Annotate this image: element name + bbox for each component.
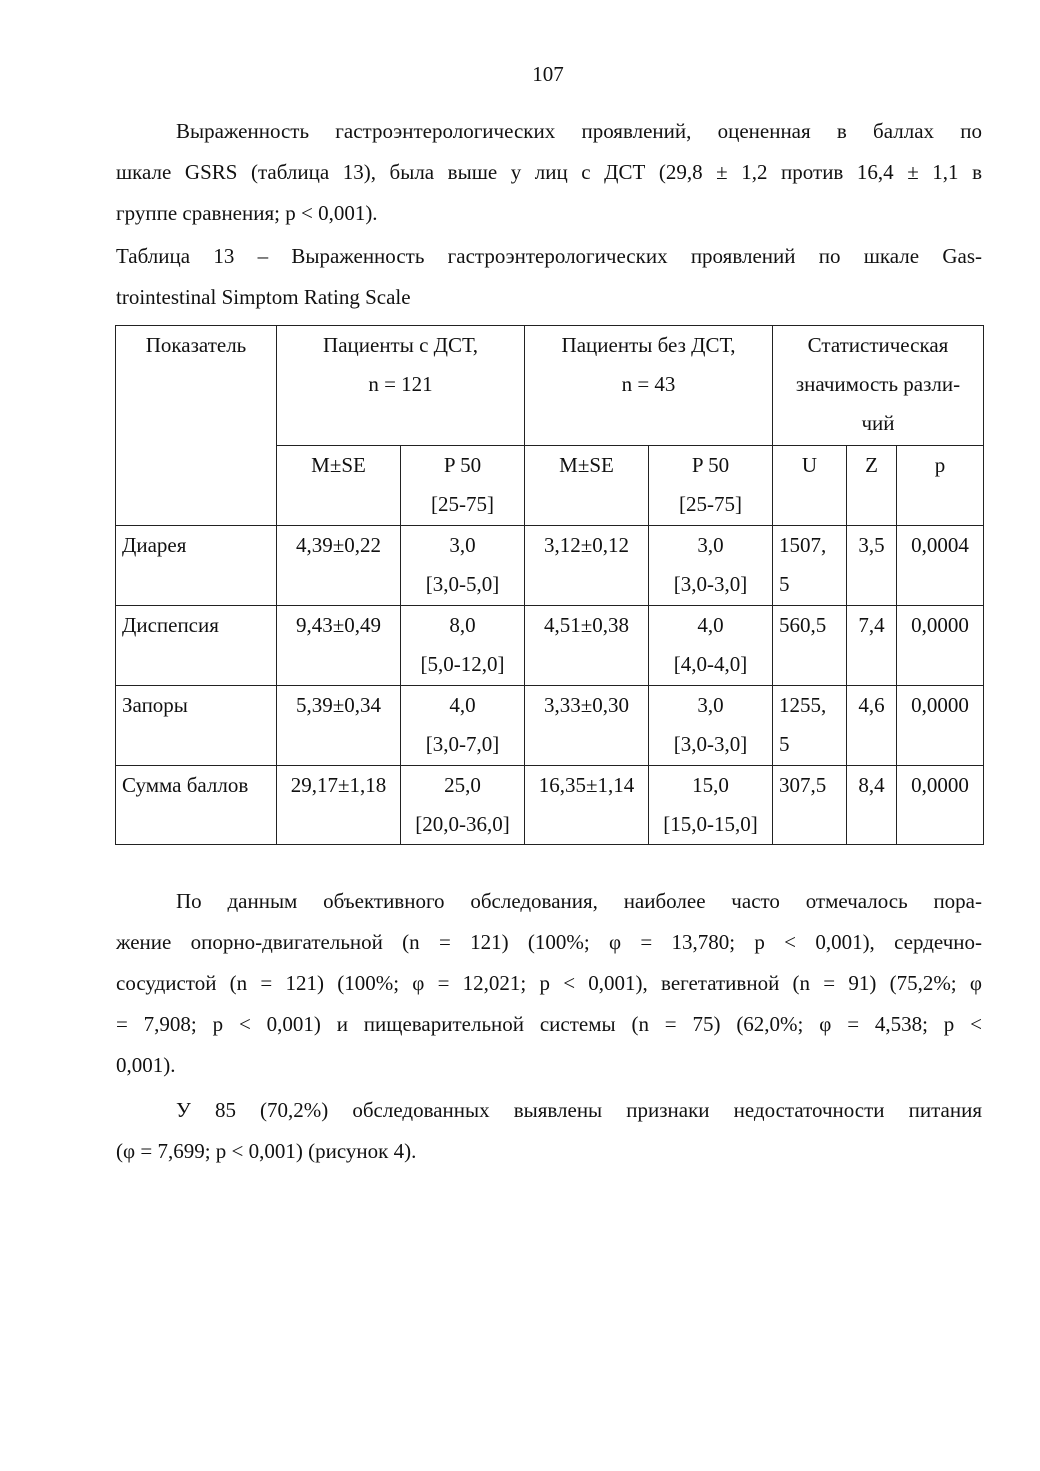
cell-text: 307,5 <box>779 773 827 797</box>
cell-text: 25,0 <box>444 773 481 797</box>
cell-mse-dst: 5,39±0,34 <box>277 686 401 766</box>
cell-mse-no-dst: 4,51±0,38 <box>525 606 649 686</box>
text-line: Таблица 13 – Выраженность гастроэнтерологических проявлений по шкале Gas- <box>116 244 982 268</box>
cell-p50-dst <box>401 606 525 686</box>
text-line: группе сравнения; p < 0,001). <box>116 201 378 225</box>
cell-text: 4,0 <box>449 693 476 717</box>
header-p: p <box>897 446 984 526</box>
paragraph-nutrition <box>116 1090 982 1172</box>
paragraph-examination <box>116 881 982 1086</box>
cell-text: [3,0-5,0] <box>425 572 500 596</box>
cell-text: 3,0 <box>449 533 476 557</box>
cell-text: 5 <box>779 732 790 756</box>
header-text: P 50 <box>443 453 482 477</box>
text-line: 0,001). <box>116 1053 176 1077</box>
header-text: P 50 <box>691 453 730 477</box>
header-group-dst <box>277 326 525 446</box>
cell-text: [5,0-12,0] <box>420 652 505 676</box>
cell-mse-no-dst: 3,33±0,30 <box>525 686 649 766</box>
cell-p: 0,0000 <box>897 606 984 686</box>
cell-text: 3,0 <box>697 533 724 557</box>
cell-p: 0,0000 <box>897 686 984 766</box>
row-name: Сумма баллов <box>116 766 277 845</box>
cell-text: 5 <box>779 572 790 596</box>
cell-p50-no-dst <box>649 766 773 845</box>
table-row <box>116 526 984 606</box>
header-text: значимость разли- <box>795 372 961 396</box>
row-name: Запоры <box>116 686 277 766</box>
cell-mse-no-dst: 3,12±0,12 <box>525 526 649 606</box>
text-line: шкале GSRS (таблица 13), была выше у лиц с ДСТ (29,8 ± 1,2 против 16,4 ± 1,1 в <box>116 160 982 184</box>
header-u: U <box>773 446 847 526</box>
cell-text: [20,0-36,0] <box>415 812 510 836</box>
cell-text: [3,0-3,0] <box>673 732 748 756</box>
header-text: n = 43 <box>621 372 676 396</box>
cell-p50-dst <box>401 686 525 766</box>
cell-mse-no-dst: 16,35±1,14 <box>525 766 649 845</box>
text-line: У 85 (70,2%) обследованных выявлены признаки недостаточности питания <box>176 1098 982 1122</box>
table-row <box>116 766 984 845</box>
header-text: [25-75] <box>431 492 494 516</box>
header-indicator: Показатель <box>116 326 277 526</box>
text-line: (φ = 7,699; p < 0,001) (рисунок 4). <box>116 1139 417 1163</box>
paragraph-gsrs-summary <box>116 111 982 234</box>
row-name: Диспепсия <box>116 606 277 686</box>
cell-mse-dst: 4,39±0,22 <box>277 526 401 606</box>
header-text: n = 121 <box>368 372 433 396</box>
cell-p50-no-dst <box>649 526 773 606</box>
header-mse-dst: M±SE <box>277 446 401 526</box>
cell-p50-no-dst <box>649 686 773 766</box>
cell-z: 8,4 <box>847 766 897 845</box>
gsrs-table <box>115 325 984 845</box>
header-statistics <box>773 326 984 446</box>
page-number: 107 <box>532 62 564 86</box>
cell-p: 0,0000 <box>897 766 984 845</box>
cell-text: [3,0-3,0] <box>673 572 748 596</box>
cell-text: [3,0-7,0] <box>425 732 500 756</box>
cell-text: 4,0 <box>697 613 724 637</box>
cell-p50-dst <box>401 526 525 606</box>
cell-text: 560,5 <box>779 613 827 637</box>
text-line: trointestinal Simptom Rating Scale <box>116 285 411 309</box>
cell-z: 3,5 <box>847 526 897 606</box>
cell-p50-dst <box>401 766 525 845</box>
cell-u <box>773 606 847 686</box>
header-mse-no-dst: M±SE <box>525 446 649 526</box>
cell-u <box>773 526 847 606</box>
cell-text: 3,0 <box>697 693 724 717</box>
cell-text: [15,0-15,0] <box>663 812 758 836</box>
table-row <box>116 606 984 686</box>
header-group-no-dst <box>525 326 773 446</box>
text-line: жение опорно-двигательной (n = 121) (100%; φ = 13,780; p < 0,001), сердечно- <box>116 930 982 954</box>
header-p50-dst <box>401 446 525 526</box>
header-text: Статистическая <box>807 333 949 357</box>
table-caption <box>116 236 982 318</box>
cell-mse-dst: 29,17±1,18 <box>277 766 401 845</box>
cell-u <box>773 686 847 766</box>
header-text: чий <box>861 411 895 435</box>
cell-mse-dst: 9,43±0,49 <box>277 606 401 686</box>
cell-p: 0,0004 <box>897 526 984 606</box>
text-line: По данным объективного обследования, наиболее часто отмечалось пора- <box>176 889 982 913</box>
cell-z: 4,6 <box>847 686 897 766</box>
row-name: Диарея <box>116 526 277 606</box>
cell-u <box>773 766 847 845</box>
cell-text: 15,0 <box>692 773 729 797</box>
text-line: Выраженность гастроэнтерологических проявлений, оцененная в баллах по <box>176 119 982 143</box>
cell-text: 1507, <box>779 533 827 557</box>
cell-text: 8,0 <box>449 613 476 637</box>
cell-text: [4,0-4,0] <box>673 652 748 676</box>
text-line: сосудистой (n = 121) (100%; φ = 12,021; p < 0,001), вегетативной (n = 91) (75,2%; φ <box>116 971 982 995</box>
header-z: Z <box>847 446 897 526</box>
header-text: Пациенты с ДСТ, <box>323 333 478 357</box>
header-p50-no-dst <box>649 446 773 526</box>
table-row <box>116 686 984 766</box>
cell-text: 1255, <box>779 693 827 717</box>
header-text: [25-75] <box>679 492 742 516</box>
text-line: = 7,908; p < 0,001) и пищеварительной системы (n = 75) (62,0%; φ = 4,538; p < <box>116 1012 982 1036</box>
cell-p50-no-dst <box>649 606 773 686</box>
cell-z: 7,4 <box>847 606 897 686</box>
header-text: Пациенты без ДСТ, <box>561 333 736 357</box>
